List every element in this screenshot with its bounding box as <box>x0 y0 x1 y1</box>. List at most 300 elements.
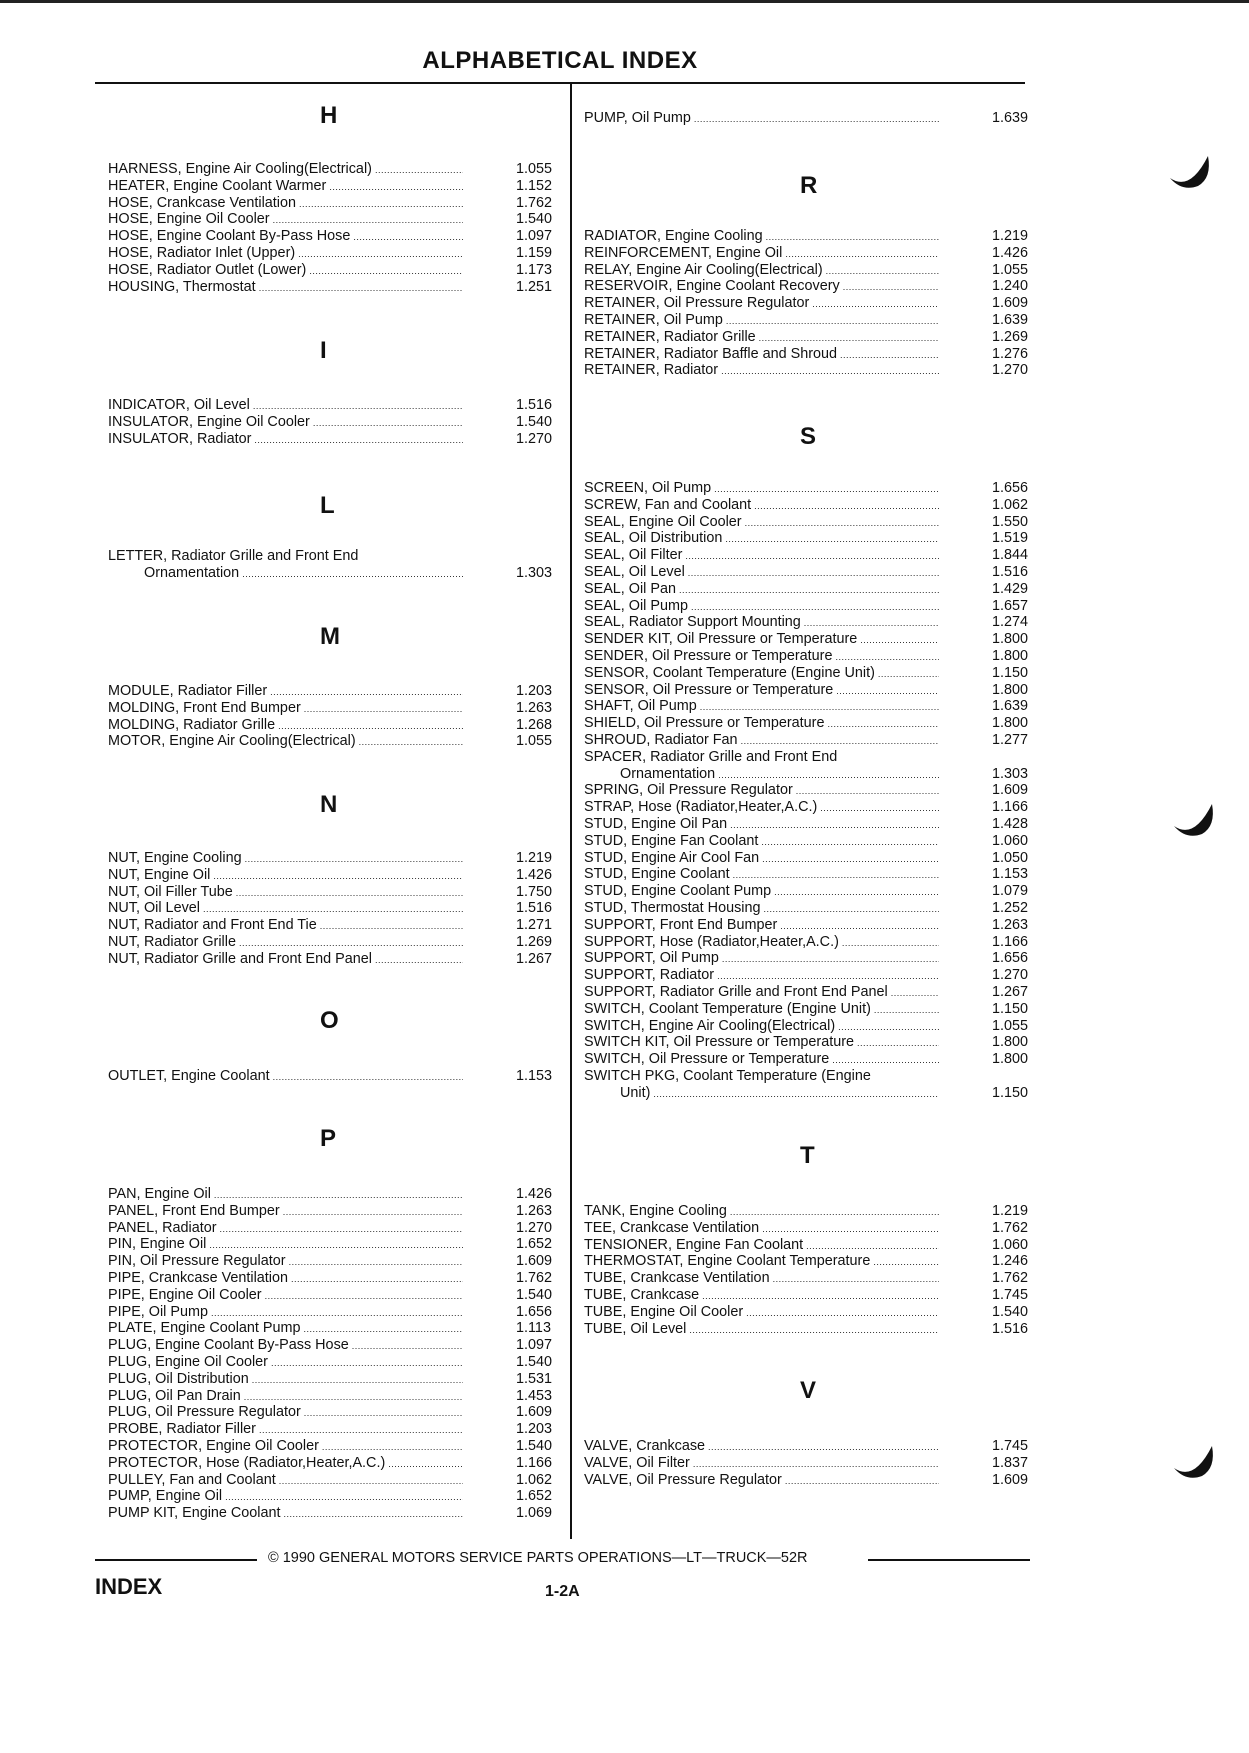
index-entry <box>584 1068 1054 1102</box>
entry-page-ref: 1.270 <box>992 967 1029 984</box>
index-entry <box>108 548 578 582</box>
entry-label: INSULATOR, Engine Oil Cooler ..... <box>108 414 463 432</box>
entry-label: PLUG, Oil Pan Drain ..... <box>108 1388 463 1406</box>
entry-page-ref: 1.240 <box>992 278 1029 295</box>
entry-label: SPACER, Radiator Grille and Front End <box>584 748 838 765</box>
entry-label: PANEL, Front End Bumper ..... <box>108 1203 463 1221</box>
entry-label: MODULE, Radiator Filler ..... <box>108 683 463 701</box>
index-entry <box>584 782 1054 799</box>
entry-page-ref: 1.270 <box>992 362 1029 379</box>
top-rule <box>0 0 1249 3</box>
entry-label: SPRING, Oil Pressure Regulator ..... <box>584 782 939 800</box>
index-entry <box>108 1186 578 1203</box>
entry-label: SUPPORT, Oil Pump ..... <box>584 950 939 968</box>
index-entry <box>584 984 1054 1001</box>
index-entry <box>584 564 1054 581</box>
entry-label: INDICATOR, Oil Level ..... <box>108 397 463 415</box>
entry-page-ref: 1.426 <box>992 244 1029 261</box>
index-entry <box>584 850 1054 867</box>
index-entry <box>584 698 1054 715</box>
entry-label: RETAINER, Radiator ..... <box>584 362 939 380</box>
entry-page-ref: 1.263 <box>992 916 1029 933</box>
index-entry <box>108 195 578 212</box>
entry-label: SEAL, Oil Filter ..... <box>584 547 939 565</box>
entry-page-ref: 1.428 <box>992 815 1029 832</box>
entry-label: HOSE, Radiator Outlet (Lower) ..... <box>108 262 463 280</box>
section-letter-v: V <box>800 1377 817 1404</box>
index-entry <box>584 883 1054 900</box>
index-entry <box>108 1337 578 1354</box>
entry-page-ref: 1.270 <box>516 1219 553 1236</box>
entry-label: MOLDING, Front End Bumper ..... <box>108 700 463 718</box>
entry-label: SEAL, Oil Distribution ..... <box>584 530 939 548</box>
entry-label: PUMP KIT, Engine Coolant ..... <box>108 1505 463 1523</box>
entry-label: SHAFT, Oil Pump ..... <box>584 698 939 716</box>
index-entry <box>584 665 1054 682</box>
entry-page-ref: 1.062 <box>992 496 1029 513</box>
index-entry <box>584 900 1054 917</box>
binder-hole-mark <box>1172 1438 1218 1484</box>
entry-label: TANK, Engine Cooling ..... <box>584 1203 939 1221</box>
entry-label: SEAL, Radiator Support Mounting ..... <box>584 614 939 632</box>
entry-label: SEAL, Oil Pan ..... <box>584 581 939 599</box>
entry-label: STUD, Engine Coolant ..... <box>584 866 939 884</box>
index-entry <box>584 1287 1054 1304</box>
entry-page-ref: 1.267 <box>516 950 553 967</box>
index-entry <box>108 717 578 734</box>
entry-label: SEAL, Engine Oil Cooler ..... <box>584 514 939 532</box>
entry-page-ref: 1.271 <box>516 917 553 934</box>
entry-page-ref: 1.540 <box>516 1286 553 1303</box>
index-entry <box>108 1438 578 1455</box>
entry-label: SENDER, Oil Pressure or Temperature ..... <box>584 648 939 666</box>
entry-label: NUT, Radiator and Front End Tie ..... <box>108 917 463 935</box>
entry-page-ref: 1.762 <box>992 1270 1029 1287</box>
entry-label: HOSE, Radiator Inlet (Upper) ..... <box>108 245 463 263</box>
index-entry-list <box>108 1068 578 1085</box>
entry-label: PUMP, Oil Pump ..... <box>584 110 939 128</box>
entry-page-ref: 1.540 <box>516 1353 553 1370</box>
index-entry <box>584 934 1054 951</box>
footer-rule-left <box>95 1559 257 1561</box>
index-entry <box>108 1371 578 1388</box>
entry-label: PIN, Oil Pressure Regulator ..... <box>108 1253 463 1271</box>
entry-label: STRAP, Hose (Radiator,Heater,A.C.) ..... <box>584 799 939 817</box>
entry-page-ref: 1.097 <box>516 228 553 245</box>
entry-label: STUD, Thermostat Housing ..... <box>584 900 939 918</box>
entry-label: OUTLET, Engine Coolant ..... <box>108 1068 463 1086</box>
index-entry <box>108 228 578 245</box>
index-entry <box>584 682 1054 699</box>
section-letter-n: N <box>320 791 338 818</box>
entry-page-ref: 1.219 <box>992 228 1029 244</box>
entry-label: SCREW, Fan and Coolant ..... <box>584 497 939 515</box>
index-entry <box>584 1253 1054 1270</box>
index-entry <box>584 1203 1054 1220</box>
entry-page-ref: 1.277 <box>992 731 1029 748</box>
entry-label: STUD, Engine Air Cool Fan ..... <box>584 850 939 868</box>
index-entry-list <box>584 1203 1054 1337</box>
entry-label: MOTOR, Engine Air Cooling(Electrical) ..... <box>108 733 463 751</box>
entry-label: RADIATOR, Engine Cooling ..... <box>584 228 939 246</box>
index-entry-list <box>584 228 1054 379</box>
entry-label: SWITCH KIT, Oil Pressure or Temperature ..... <box>584 1034 939 1052</box>
entry-page-ref: 1.055 <box>992 261 1029 278</box>
entry-label: PIN, Engine Oil ..... <box>108 1236 463 1254</box>
entry-page-ref: 1.060 <box>992 1236 1029 1253</box>
index-entry <box>108 262 578 279</box>
index-entry-list <box>108 397 578 447</box>
page-title: ALPHABETICAL INDEX <box>422 47 698 74</box>
entry-label: PLUG, Oil Distribution ..... <box>108 1371 463 1389</box>
section-letter-p: P <box>320 1125 337 1152</box>
entry-label: THERMOSTAT, Engine Coolant Temperature ..... <box>584 1253 939 1271</box>
section-letter-m: M <box>320 623 340 650</box>
entry-page-ref: 1.060 <box>992 832 1029 849</box>
entry-page-ref: 1.152 <box>516 177 553 194</box>
entry-label: TUBE, Crankcase Ventilation ..... <box>584 1270 939 1288</box>
section-letter-h: H <box>320 102 338 129</box>
entry-label: NUT, Engine Cooling ..... <box>108 850 463 868</box>
index-entry <box>584 648 1054 665</box>
index-entry <box>584 866 1054 883</box>
index-entry <box>108 884 578 901</box>
entry-label: RELAY, Engine Air Cooling(Electrical) ..... <box>584 262 939 280</box>
entry-label: SENSOR, Oil Pressure or Temperature ..... <box>584 682 939 700</box>
entry-page-ref: 1.800 <box>992 631 1029 648</box>
entry-label: RETAINER, Radiator Baffle and Shroud ..... <box>584 346 939 364</box>
entry-page-ref: 1.540 <box>516 211 553 228</box>
entry-label: STUD, Engine Fan Coolant ..... <box>584 833 939 851</box>
index-entry <box>584 497 1054 514</box>
entry-page-ref: 1.153 <box>516 1068 553 1084</box>
entry-page-ref: 1.113 <box>516 1320 551 1337</box>
entry-page-ref: 1.745 <box>992 1438 1029 1454</box>
entry-label: SUPPORT, Radiator ..... <box>584 967 939 985</box>
entry-page-ref: 1.426 <box>516 1186 553 1202</box>
index-entry <box>108 850 578 867</box>
index-entry <box>584 598 1054 615</box>
entry-page-ref: 1.267 <box>992 983 1029 1000</box>
entry-page-ref: 1.050 <box>992 849 1029 866</box>
entry-page-ref: 1.516 <box>992 563 1029 580</box>
entry-page-ref: 1.844 <box>992 547 1029 564</box>
entry-page-ref: 1.750 <box>516 883 553 900</box>
index-entry <box>584 732 1054 749</box>
index-entry <box>584 346 1054 363</box>
entry-page-ref: 1.097 <box>516 1337 553 1354</box>
index-entry <box>108 1236 578 1253</box>
entry-page-ref: 1.639 <box>992 698 1029 715</box>
entry-page-ref: 1.173 <box>516 261 553 278</box>
entry-page-ref: 1.656 <box>992 950 1029 967</box>
entry-label: SENSOR, Coolant Temperature (Engine Unit) ..... <box>584 665 939 683</box>
index-entry <box>108 733 578 750</box>
entry-page-ref: 1.276 <box>992 345 1029 362</box>
entry-label: MOLDING, Radiator Grille ..... <box>108 717 463 735</box>
index-entry <box>108 951 578 968</box>
entry-page-ref: 1.246 <box>992 1253 1029 1270</box>
index-entry-list <box>108 548 578 582</box>
index-entry <box>584 295 1054 312</box>
entry-page-ref: 1.609 <box>992 1471 1029 1488</box>
index-entry <box>584 833 1054 850</box>
index-entry <box>584 1220 1054 1237</box>
entry-label: SWITCH, Oil Pressure or Temperature ..... <box>584 1051 939 1069</box>
index-entry <box>584 245 1054 262</box>
entry-page-ref: 1.150 <box>992 1000 1029 1017</box>
entry-label: HOSE, Engine Coolant By-Pass Hose ..... <box>108 228 463 246</box>
index-entry <box>584 614 1054 631</box>
entry-page-ref: 1.762 <box>516 1269 553 1286</box>
index-entry <box>108 431 578 448</box>
entry-page-ref: 1.762 <box>992 1219 1029 1236</box>
entry-page-ref: 1.550 <box>992 513 1029 530</box>
index-entry <box>108 1270 578 1287</box>
entry-page-ref: 1.531 <box>516 1370 553 1387</box>
index-entry <box>108 1455 578 1472</box>
entry-page-ref: 1.203 <box>516 1421 553 1438</box>
index-entry <box>108 934 578 951</box>
footer-section-label: INDEX <box>95 1574 163 1599</box>
entry-page-ref: 1.268 <box>516 716 553 733</box>
entry-page-ref: 1.252 <box>992 899 1029 916</box>
section-letter-l: L <box>320 492 335 519</box>
index-entry <box>584 329 1054 346</box>
entry-label: HEATER, Engine Coolant Warmer ..... <box>108 178 463 196</box>
entry-label: NUT, Engine Oil ..... <box>108 867 463 885</box>
entry-page-ref: 1.453 <box>516 1387 553 1404</box>
entry-page-ref: 1.800 <box>992 1034 1029 1051</box>
entry-label: TUBE, Crankcase ..... <box>584 1287 939 1305</box>
entry-label: HARNESS, Engine Air Cooling(Electrical) ..... <box>108 161 463 179</box>
entry-label: NUT, Oil Filler Tube ..... <box>108 884 463 902</box>
entry-page-ref: 1.303 <box>516 564 553 581</box>
entry-label: RETAINER, Oil Pressure Regulator ..... <box>584 295 939 313</box>
entry-page-ref: 1.609 <box>516 1253 553 1270</box>
footer-copyright: © 1990 GENERAL MOTORS SERVICE PARTS OPERATIONS—LT—TRUCK—52R <box>268 1550 808 1566</box>
index-entry <box>108 1220 578 1237</box>
entry-label: REINFORCEMENT, Engine Oil ..... <box>584 245 939 263</box>
entry-label: HOSE, Engine Oil Cooler ..... <box>108 211 463 229</box>
entry-page-ref: 1.166 <box>992 933 1029 950</box>
entry-page-ref: 1.166 <box>992 799 1029 816</box>
index-entry <box>108 1388 578 1405</box>
index-entry <box>108 1287 578 1304</box>
index-entry <box>584 631 1054 648</box>
entry-label: STUD, Engine Oil Pan ..... <box>584 816 939 834</box>
entry-page-ref: 1.609 <box>992 295 1029 312</box>
index-entry <box>584 1472 1054 1489</box>
entry-label: SEAL, Oil Level ..... <box>584 564 939 582</box>
index-entry <box>108 1354 578 1371</box>
index-entry <box>584 917 1054 934</box>
entry-page-ref: 1.055 <box>516 161 553 177</box>
entry-page-ref: 1.609 <box>992 782 1029 799</box>
entry-page-ref: 1.269 <box>516 933 553 950</box>
entry-page-ref: 1.166 <box>516 1454 553 1471</box>
entry-label: TENSIONER, Engine Fan Coolant ..... <box>584 1237 939 1255</box>
index-entry <box>108 1472 578 1489</box>
index-entry <box>584 749 1054 783</box>
entry-page-ref: 1.263 <box>516 1202 553 1219</box>
entry-page-ref: 1.745 <box>992 1286 1029 1303</box>
index-entry <box>584 1001 1054 1018</box>
entry-label: PROTECTOR, Hose (Radiator,Heater,A.C.) ..... <box>108 1455 463 1473</box>
entry-page-ref: 1.657 <box>992 597 1029 614</box>
entry-page-ref: 1.800 <box>992 715 1029 732</box>
index-entry-list <box>584 1438 1054 1488</box>
index-entry <box>584 1237 1054 1254</box>
section-letter-t: T <box>800 1142 815 1169</box>
index-entry <box>584 312 1054 329</box>
entry-page-ref: 1.269 <box>992 328 1029 345</box>
entry-label: PLATE, Engine Coolant Pump ..... <box>108 1320 463 1338</box>
entry-label: RETAINER, Radiator Grille ..... <box>584 329 939 347</box>
entry-page-ref: 1.203 <box>516 683 553 699</box>
index-entry <box>108 1488 578 1505</box>
index-entry <box>584 530 1054 547</box>
index-entry <box>584 715 1054 732</box>
entry-label: NUT, Oil Level ..... <box>108 900 463 918</box>
footer-rule-right <box>868 1559 1030 1561</box>
entry-page-ref: 1.516 <box>516 900 553 917</box>
entry-page-ref: 1.219 <box>992 1203 1029 1219</box>
entry-page-ref: 1.426 <box>516 866 553 883</box>
index-entry <box>584 799 1054 816</box>
entry-page-ref: 1.800 <box>992 681 1029 698</box>
entry-label: LETTER, Radiator Grille and Front End <box>108 548 359 564</box>
entry-label: PAN, Engine Oil ..... <box>108 1186 463 1204</box>
index-entry <box>108 1203 578 1220</box>
binder-hole-mark <box>1168 148 1214 194</box>
section-letter-i: I <box>320 337 327 364</box>
index-entry <box>584 110 1054 127</box>
entry-page-ref: 1.150 <box>992 1084 1029 1101</box>
entry-label: SEAL, Oil Pump ..... <box>584 598 939 616</box>
entry-label: SWITCH PKG, Coolant Temperature (Engine <box>584 1067 871 1084</box>
entry-page-ref: 1.062 <box>516 1471 553 1488</box>
entry-page-ref: 1.652 <box>516 1488 553 1505</box>
index-entry-list <box>108 683 578 750</box>
entry-label: SWITCH, Engine Air Cooling(Electrical) ..... <box>584 1018 939 1036</box>
entry-page-ref: 1.519 <box>992 530 1029 547</box>
index-entry <box>108 1304 578 1321</box>
entry-page-ref: 1.609 <box>516 1404 553 1421</box>
index-entry <box>584 1051 1054 1068</box>
index-entry <box>108 1404 578 1421</box>
index-entry <box>108 917 578 934</box>
entry-label: NUT, Radiator Grille ..... <box>108 934 463 952</box>
binder-hole-mark <box>1172 796 1218 842</box>
entry-label: TEE, Crankcase Ventilation ..... <box>584 1220 939 1238</box>
index-entry <box>108 1253 578 1270</box>
index-entry <box>108 178 578 195</box>
entry-label: PUMP, Engine Oil ..... <box>108 1488 463 1506</box>
entry-label: SHIELD, Oil Pressure or Temperature ..... <box>584 715 939 733</box>
index-entry <box>584 1018 1054 1035</box>
entry-page-ref: 1.274 <box>992 614 1029 631</box>
entry-page-ref: 1.639 <box>992 110 1029 126</box>
index-entry <box>584 514 1054 531</box>
title-rule <box>95 82 1025 84</box>
entry-label: PLUG, Engine Oil Cooler ..... <box>108 1354 463 1372</box>
entry-label: PIPE, Engine Oil Cooler ..... <box>108 1287 463 1305</box>
entry-label-continuation: Ornamentation ..... <box>620 766 939 784</box>
entry-page-ref: 1.303 <box>992 765 1029 782</box>
index-entry-list <box>108 161 578 295</box>
index-entry <box>108 700 578 717</box>
entry-label: RESERVOIR, Engine Coolant Recovery ..... <box>584 278 939 296</box>
entry-label: SUPPORT, Front End Bumper ..... <box>584 917 939 935</box>
index-entry <box>108 683 578 700</box>
entry-label: PLUG, Oil Pressure Regulator ..... <box>108 1404 463 1422</box>
index-entry <box>584 278 1054 295</box>
entry-page-ref: 1.270 <box>516 430 553 447</box>
entry-page-ref: 1.159 <box>516 244 553 261</box>
entry-label: SHROUD, Radiator Fan ..... <box>584 732 939 750</box>
index-entry <box>108 1320 578 1337</box>
entry-page-ref: 1.055 <box>516 733 553 750</box>
entry-label: SWITCH, Coolant Temperature (Engine Unit) ..... <box>584 1001 939 1019</box>
entry-label: VALVE, Oil Filter ..... <box>584 1455 939 1473</box>
index-entry <box>108 211 578 228</box>
index-entry <box>108 414 578 431</box>
entry-label: PROTECTOR, Engine Oil Cooler ..... <box>108 1438 463 1456</box>
index-entry <box>584 480 1054 497</box>
entry-page-ref: 1.540 <box>516 1437 553 1454</box>
section-letter-o: O <box>320 1007 339 1034</box>
entry-label: HOUSING, Thermostat ..... <box>108 279 463 297</box>
entry-page-ref: 1.251 <box>516 278 553 295</box>
footer-page-number: 1-2A <box>545 1583 580 1600</box>
entry-page-ref: 1.800 <box>992 647 1029 664</box>
index-entry <box>584 362 1054 379</box>
index-entry <box>584 967 1054 984</box>
entry-page-ref: 1.656 <box>516 1303 553 1320</box>
entry-label: SCREEN, Oil Pump ..... <box>584 480 939 498</box>
entry-label: SENDER KIT, Oil Pressure or Temperature ..... <box>584 631 939 649</box>
index-entry <box>108 867 578 884</box>
entry-page-ref: 1.639 <box>992 311 1029 328</box>
index-entry <box>108 161 578 178</box>
entry-label: STUD, Engine Coolant Pump ..... <box>584 883 939 901</box>
index-entry <box>108 245 578 262</box>
entry-label: HOSE, Crankcase Ventilation ..... <box>108 195 463 213</box>
entry-page-ref: 1.429 <box>992 580 1029 597</box>
entry-label: PANEL, Radiator ..... <box>108 1220 463 1238</box>
entry-label: PIPE, Crankcase Ventilation ..... <box>108 1270 463 1288</box>
entry-label-continuation: Unit) ..... <box>620 1085 939 1103</box>
entry-page-ref: 1.540 <box>992 1303 1029 1320</box>
entry-page-ref: 1.069 <box>516 1505 553 1522</box>
entry-label: TUBE, Oil Level ..... <box>584 1321 939 1339</box>
index-entry <box>584 816 1054 833</box>
entry-page-ref: 1.656 <box>992 480 1029 496</box>
entry-label: VALVE, Oil Pressure Regulator ..... <box>584 1472 939 1490</box>
entry-page-ref: 1.153 <box>992 866 1029 883</box>
entry-page-ref: 1.837 <box>992 1454 1029 1471</box>
index-entry <box>108 279 578 296</box>
entry-page-ref: 1.540 <box>516 413 553 430</box>
index-entry <box>584 581 1054 598</box>
index-entry <box>108 1421 578 1438</box>
index-entry <box>584 950 1054 967</box>
entry-label: NUT, Radiator Grille and Front End Panel ..... <box>108 951 463 969</box>
entry-page-ref: 1.652 <box>516 1236 553 1253</box>
index-entry <box>108 397 578 414</box>
entry-label: INSULATOR, Radiator ..... <box>108 431 463 449</box>
